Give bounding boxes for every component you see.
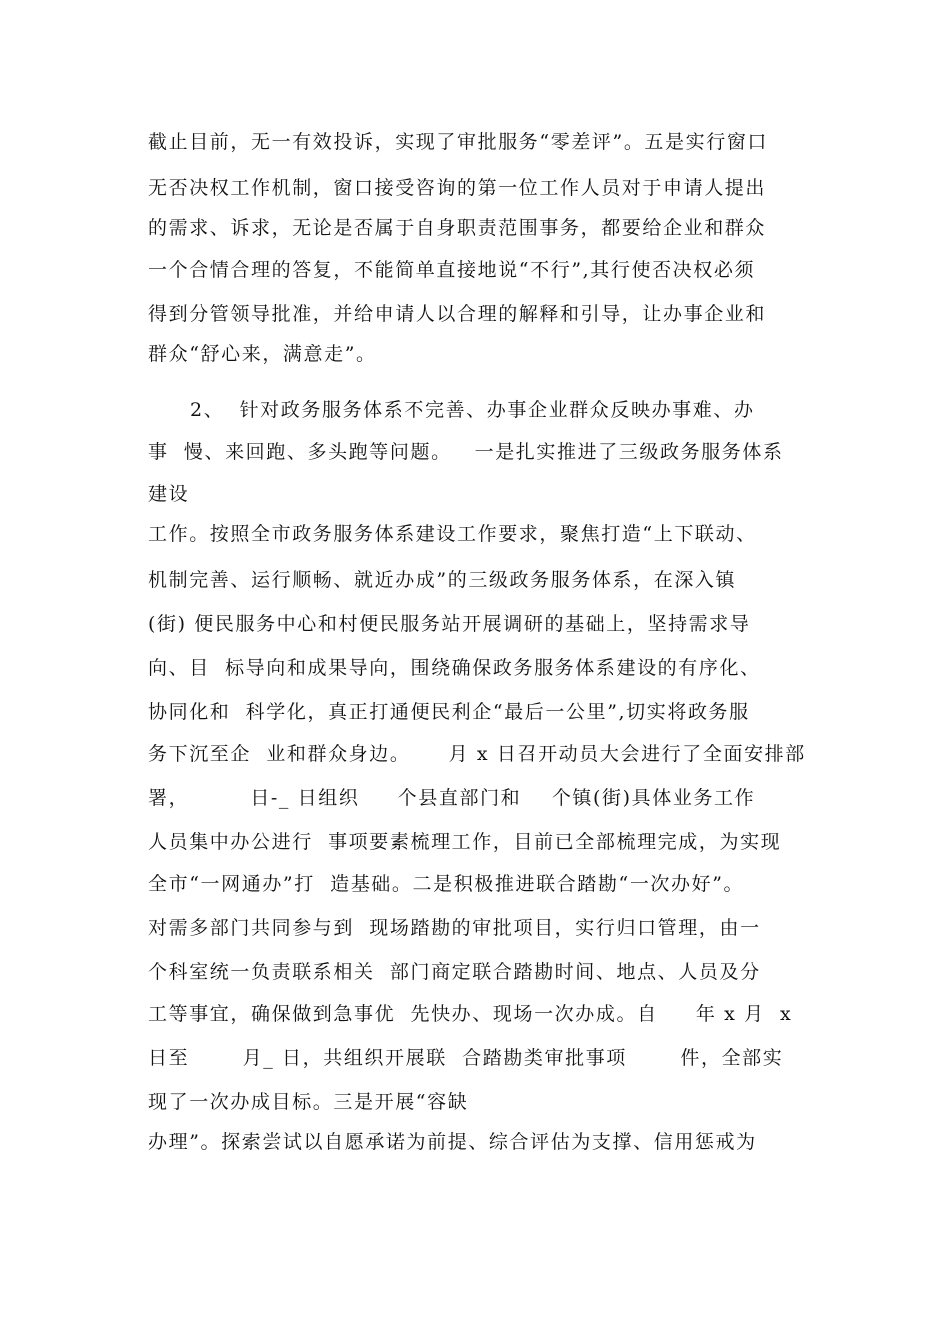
text-line: 向、目 标导向和成果导向，围绕确保政务服务体系建设的有序化、 bbox=[148, 657, 761, 679]
text-line: 协同化和 科学化，真正打通便民利企“最后一公里”,切实将政务服 bbox=[148, 701, 750, 723]
text-line: 事 慢、来回跑、多头跑等问题。 一是扎实推进了三级政务服务体系 bbox=[148, 441, 784, 463]
text-line: 2、 针对政务服务体系不完善、办事企业群众反映办事难、办 bbox=[190, 399, 755, 421]
text-line: 的需求、诉求，无论是否属于自身职责范围事务，都要给企业和群众 bbox=[148, 217, 767, 239]
text-line: 署， 日-_ 日组织 个县直部门和 个镇(街)具体业务工作 bbox=[148, 787, 756, 809]
text-line: (街) 便民服务中心和村便民服务站开展调研的基础上，坚持需求导 bbox=[148, 613, 751, 635]
text-line: 群众“舒心来，满意走”。 bbox=[148, 343, 377, 365]
text-line: 工作。按照全市政务服务体系建设工作要求，聚焦打造“上下联动、 bbox=[148, 523, 757, 545]
text-line: 工等事宜，确保做到急事优 先快办、现场一次办成。自 年 x 月 x bbox=[148, 1003, 793, 1025]
text-line: 日至 月_ 日，共组织开展联 合踏勘类审批事项 件，全部实 bbox=[148, 1047, 784, 1069]
text-line: 机制完善、运行顺畅、就近办成”的三级政务服务体系，在深入镇 bbox=[148, 569, 737, 591]
text-line: 截止目前，无一有效投诉，实现了审批服务“零差评”。五是实行窗口 bbox=[148, 131, 769, 153]
text-line: 无否决权工作机制，窗口接受咨询的第一位工作人员对于申请人提出 bbox=[148, 177, 767, 199]
text-line: 得到分管领导批准，并给申请人以合理的解释和引导，让办事企业和 bbox=[148, 303, 767, 325]
text-line: 个科室统一负责联系相关 部门商定联合踏勘时间、地点、人员及分 bbox=[148, 961, 761, 983]
text-line: 全市“一网通办”打 造基础。二是积极推进联合踏勘“一次办好”。 bbox=[148, 873, 745, 895]
text-line: 办理”。探索尝试以自愿承诺为前提、综合评估为支撑、信用惩戒为 bbox=[148, 1131, 757, 1153]
text-line: 一个合情合理的答复，不能简单直接地说“不行”,其行使否决权必须 bbox=[148, 259, 756, 281]
text-line: 建设 bbox=[148, 483, 190, 505]
text-line: 对需多部门共同参与到 现场踏勘的审批项目，实行归口管理，由一 bbox=[148, 917, 761, 939]
text-line: 人员集中办公进行 事项要素梳理工作，目前已全部梳理完成，为实现 bbox=[148, 831, 782, 853]
text-line: 现了一次办成目标。三是开展“容缺 bbox=[148, 1091, 469, 1113]
text-line: 务下沉至企 业和群众身边。 月 x 日召开动员大会进行了全面安排部 bbox=[148, 743, 806, 765]
